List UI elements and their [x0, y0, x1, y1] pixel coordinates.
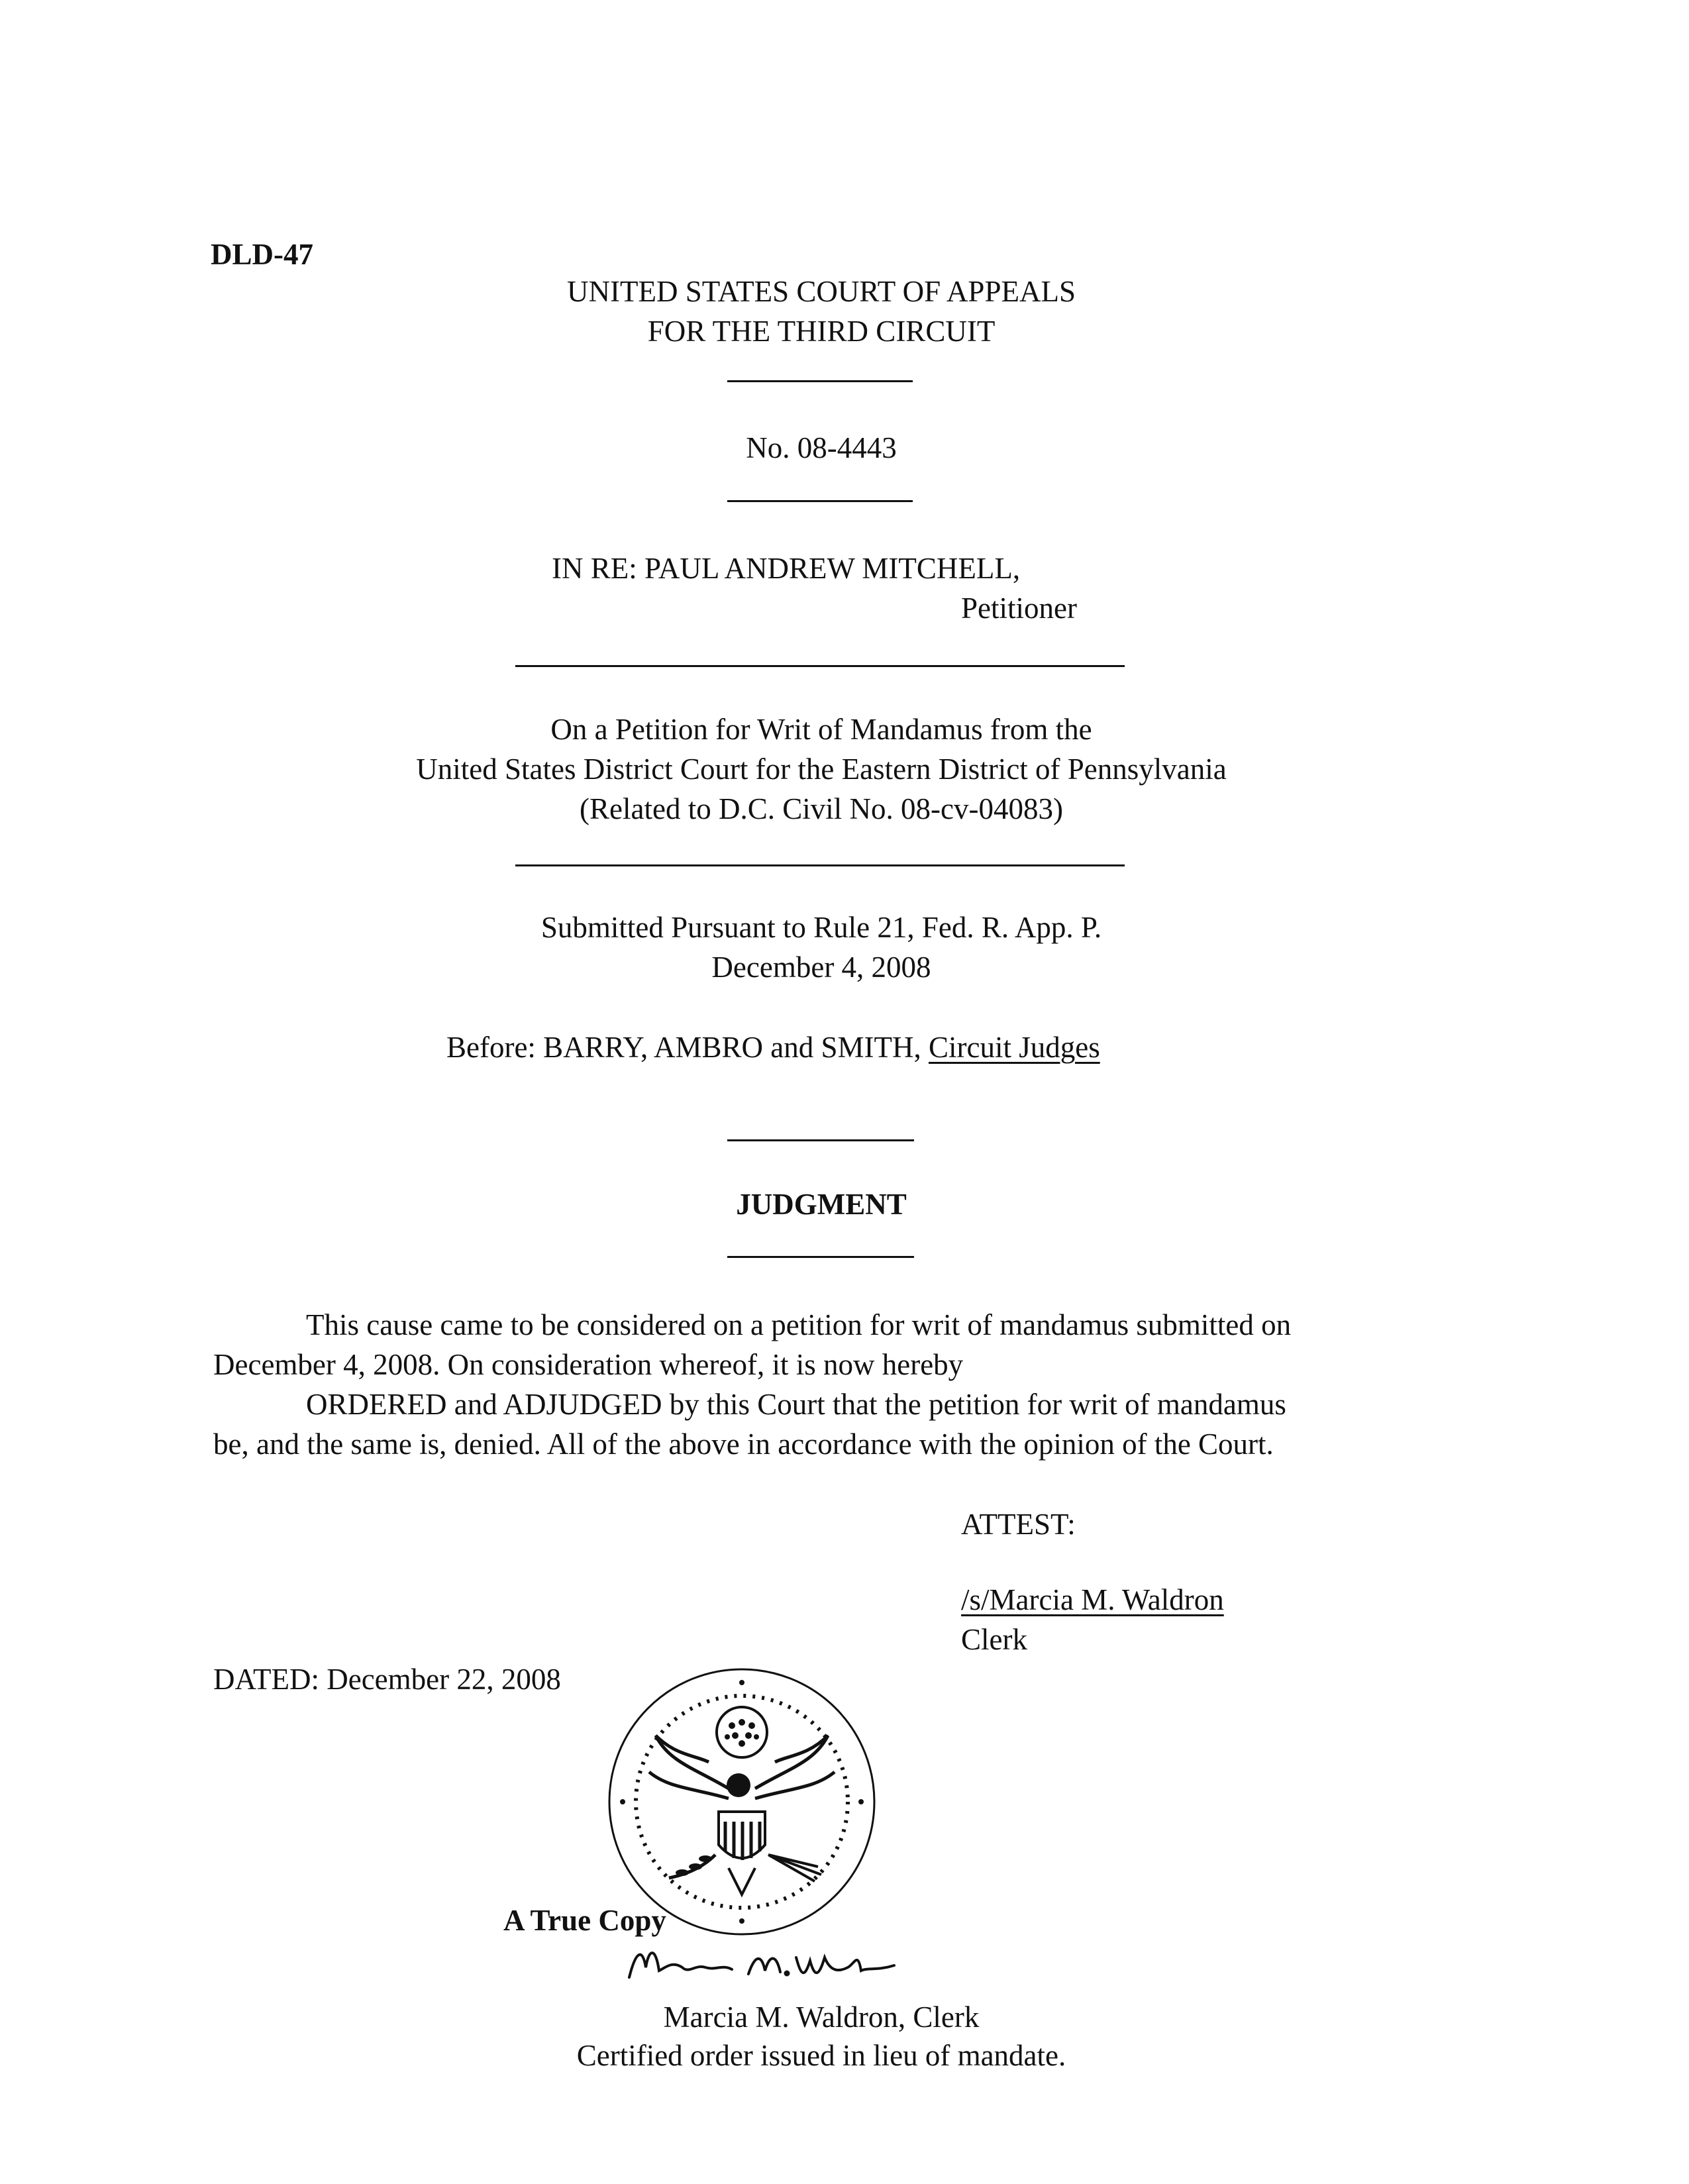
- divider: [727, 1139, 914, 1141]
- docket-code: DLD-47: [211, 238, 313, 271]
- court-name-line1: UNITED STATES COURT OF APPEALS: [567, 275, 1076, 308]
- court-name-line2: FOR THE THIRD CIRCUIT: [647, 315, 996, 348]
- clerk-signature-drawing: [623, 1938, 901, 1991]
- divider: [515, 864, 1125, 866]
- caption-role: Petitioner: [961, 592, 1077, 625]
- divider: [727, 380, 913, 382]
- attest-signature: /s/Marcia M. Waldron: [961, 1583, 1224, 1616]
- body-p2-line1: ORDERED and ADJUDGED by this Court that the petition for writ of mandamus: [306, 1388, 1286, 1421]
- clerk-name-line: Marcia M. Waldron, Clerk: [663, 2001, 980, 2034]
- body-p1-line2: December 4, 2008. On consideration whereof, it is now hereby: [213, 1348, 964, 1381]
- panel-judges: Before: BARRY, AMBRO and SMITH,: [446, 1031, 921, 1064]
- case-number: No. 08-4443: [746, 431, 897, 464]
- panel-title: Circuit Judges: [928, 1031, 1100, 1064]
- submission-date: December 4, 2008: [711, 951, 931, 984]
- true-copy-label: A True Copy: [503, 1904, 666, 1937]
- panel-line: [446, 1033, 1100, 1063]
- origin-line1: On a Petition for Writ of Mandamus from the: [550, 713, 1092, 746]
- origin-line2: United States District Court for the Eastern District of Pennsylvania: [416, 753, 1227, 786]
- judgment-heading: JUDGMENT: [736, 1188, 907, 1221]
- submission-line1: Submitted Pursuant to Rule 21, Fed. R. App. P.: [540, 911, 1102, 944]
- origin-line3: (Related to D.C. Civil No. 08-cv-04083): [580, 792, 1063, 825]
- body-p1-line1: This cause came to be considered on a petition for writ of mandamus submitted on: [306, 1308, 1292, 1341]
- attest-title: Clerk: [961, 1623, 1027, 1656]
- body-p2-line2: be, and the same is, denied. All of the above in accordance with the opinion of the Court.: [213, 1428, 1274, 1461]
- dated-line: DATED: December 22, 2008: [213, 1663, 561, 1696]
- certification-note: Certified order issued in lieu of mandate.: [576, 2039, 1066, 2072]
- caption-in-re: IN RE: PAUL ANDREW MITCHELL,: [552, 552, 1021, 585]
- attest-label: ATTEST:: [961, 1508, 1076, 1541]
- divider: [727, 500, 913, 502]
- divider: [727, 1256, 914, 1258]
- divider: [515, 665, 1125, 667]
